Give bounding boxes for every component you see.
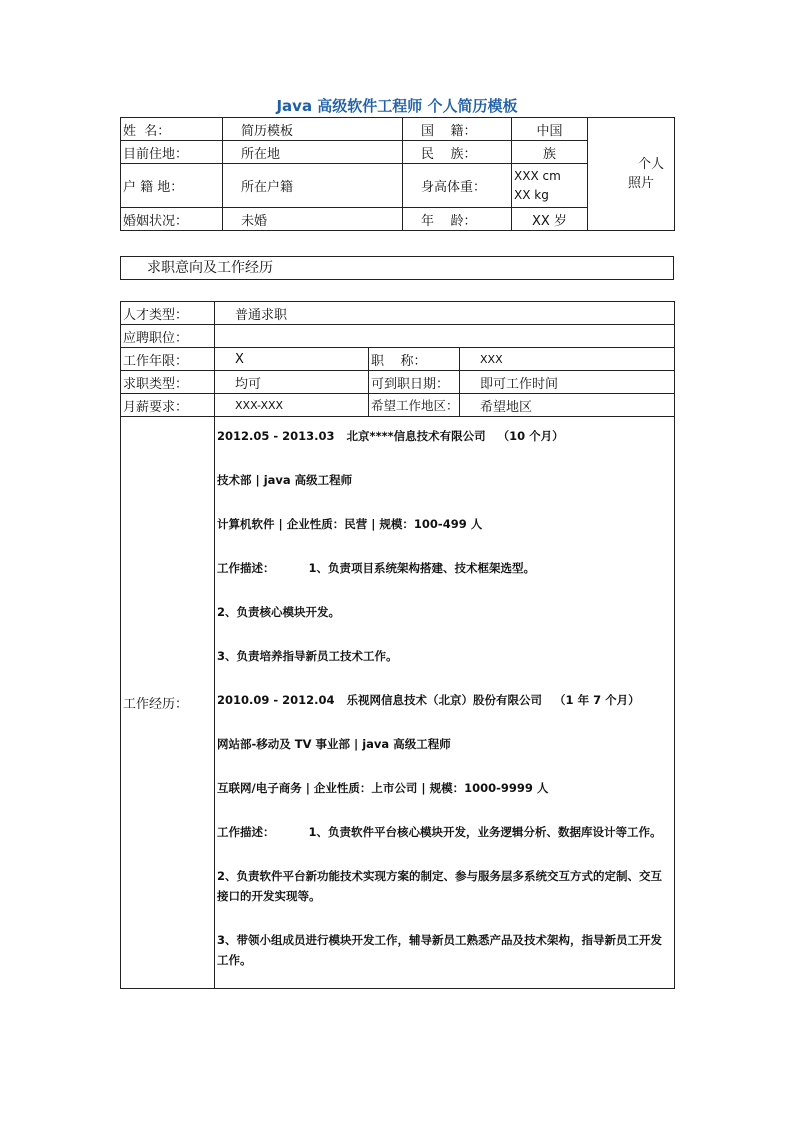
talent-type-label: 人才类型： bbox=[121, 302, 215, 325]
exp2-desc-2: 2、负责软件平台新功能技术实现方案的制定、参与服务层多系统交互方式的定制、交互接口的开发实现等。 bbox=[217, 869, 662, 903]
exp1-company-info: 计算机软件 | 企业性质：民营 | 规模：100-499 人 bbox=[217, 517, 483, 531]
height-value: XXX cm bbox=[514, 168, 561, 183]
talent-type-value: 普通求职 bbox=[215, 302, 675, 325]
years-value: X bbox=[215, 348, 369, 371]
exp1-desc-3: 3、负责培养指导新员工技术工作。 bbox=[217, 649, 398, 663]
nationality-label: 国 籍： bbox=[403, 118, 512, 141]
available-value: 即可工作时间 bbox=[460, 371, 675, 394]
residence-label: 目前住地： bbox=[121, 141, 223, 164]
exp2-dept: 网站部-移动及 TV 事业部 | java 高级工程师 bbox=[217, 737, 451, 751]
marital-label: 婚姻状况： bbox=[121, 208, 223, 231]
salary-label: 月薪要求： bbox=[121, 394, 215, 417]
height-weight-value bbox=[512, 164, 588, 208]
exp2-desc-label: 工作描述： bbox=[217, 825, 275, 839]
ethnicity-label: 民 族： bbox=[403, 141, 512, 164]
exp2-desc-3: 3、带领小组成员进行模块开发工作，辅导新员工熟悉产品及技术架构，指导新员工开发工作。 bbox=[217, 933, 662, 967]
basic-info-table bbox=[120, 117, 675, 231]
photo-label-line1: 个人 bbox=[637, 157, 664, 172]
hukou-value: 所在户籍 bbox=[223, 164, 403, 208]
exp1-desc-1 bbox=[217, 558, 671, 578]
exp2-desc-1 bbox=[217, 822, 671, 842]
weight-value: XX kg bbox=[514, 187, 549, 202]
salary-value: XXX-XXX bbox=[215, 394, 369, 417]
available-label: 可到职日期： bbox=[369, 371, 460, 394]
hukou-label: 户 籍 地： bbox=[121, 164, 223, 208]
job-intent-table bbox=[120, 301, 675, 989]
exp1-desc-text: 1、负责项目系统架构搭建、技术框架选型。 bbox=[308, 561, 535, 575]
section-title: 求职意向及工作经历 bbox=[147, 260, 273, 276]
exp2-desc-text: 1、负责软件平台核心模块开发，业务逻辑分析、数据库设计等工作。 bbox=[308, 825, 662, 839]
photo-placeholder bbox=[588, 118, 675, 231]
title-label: 职 称： bbox=[369, 348, 460, 371]
age-value: XX 岁 bbox=[512, 208, 588, 231]
job-type-label: 求职类型： bbox=[121, 371, 215, 394]
exp2-company-info: 互联网/电子商务 | 企业性质：上市公司 | 规模：1000-9999 人 bbox=[217, 781, 549, 795]
height-weight-label: 身高体重： bbox=[403, 164, 512, 208]
ethnicity-value: 族 bbox=[512, 141, 588, 164]
age-label: 年 龄： bbox=[403, 208, 512, 231]
position-value bbox=[215, 325, 675, 348]
photo-label-line2: 照片 bbox=[627, 176, 654, 191]
years-label: 工作年限： bbox=[121, 348, 215, 371]
name-value: 简历模板 bbox=[223, 118, 403, 141]
region-value: 希望地区 bbox=[460, 394, 675, 417]
nationality-value: 中国 bbox=[512, 118, 588, 141]
experience-label: 工作经历： bbox=[121, 417, 215, 989]
experience-content bbox=[215, 417, 675, 989]
page-title: Java 高级软件工程师 个人简历模板 bbox=[276, 97, 518, 115]
marital-value: 未婚 bbox=[223, 208, 403, 231]
exp1-dept: 技术部 | java 高级工程师 bbox=[217, 473, 353, 487]
region-label: 希望工作地区： bbox=[369, 394, 460, 417]
section-header bbox=[120, 256, 674, 280]
name-label: 姓 名： bbox=[121, 118, 223, 141]
job-type-value: 均可 bbox=[215, 371, 369, 394]
residence-value: 所在地 bbox=[223, 141, 403, 164]
position-label: 应聘职位： bbox=[121, 325, 215, 348]
title-value: XXX bbox=[460, 348, 675, 371]
exp1-desc-label: 工作描述： bbox=[217, 561, 275, 575]
exp1-desc-2: 2、负责核心模块开发。 bbox=[217, 605, 341, 619]
exp1-header: 2012.05 - 2013.03 北京****信息技术有限公司 （10 个月） bbox=[217, 429, 564, 443]
exp2-header: 2010.09 - 2012.04 乐视网信息技术（北京）股份有限公司 （1 年 7 个月） bbox=[217, 693, 640, 707]
